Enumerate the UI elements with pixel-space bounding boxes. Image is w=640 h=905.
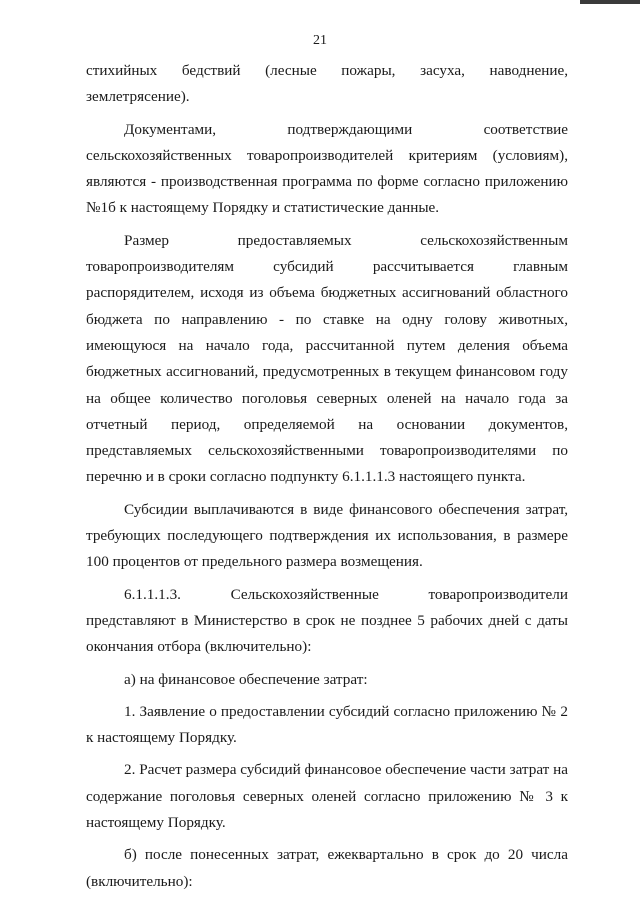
paragraph-6: а) на финансовое обеспечение затрат: xyxy=(124,670,368,688)
paragraph-3: Размер предоставляемых сельскохозяйственным товаропроизводителям субсидий рассчитывается главным распорядителем, исходя из объема бюджетных ассигнований областного бюджета по направлению - по ставке на одну голову животных, имеющуюся на начало года, рассчитанной путем деления объема бюджетных ассигнований, предусмотренных в текущем финансовом году на общее количество поголовья северных оленей на начало года за отчетный период, определяемой на основании документов, представляемых сельскохозяйственными товаропроизводителями по перечню и в сроки согласно подпункту 6.1.1.1.3 настоящего пункта. xyxy=(86,231,568,486)
paragraph-8: 2. Расчет размера субсидий финансовое обеспечение части затрат на содержание поголовья северных оленей согласно приложению № 3 к настоящему Порядку. xyxy=(86,761,568,832)
document-body xyxy=(86,58,568,901)
paragraph-1: стихийных бедствий (лесные пожары, засуха, наводнение, землетрясение). xyxy=(86,62,568,106)
paragraph-2: Документами, подтверждающими соответствие сельскохозяйственных товаропроизводителей критериям (условиям), являются - производственная программа по форме согласно приложению №1б к настоящему Порядку и статистические данные. xyxy=(86,120,568,217)
paragraph-9: б) после понесенных затрат, ежеквартально в срок до 20 числа (включительно): xyxy=(86,846,568,890)
paragraph-4: Субсидии выплачиваются в виде финансового обеспечения затрат, требующих последующего подтверждения их использования, в размере 100 процентов от предельного размера возмещения. xyxy=(86,500,568,571)
page-number: 21 xyxy=(313,33,327,48)
paragraph-5: 6.1.1.1.3. Сельскохозяйственные товаропроизводители представляют в Министерство в срок не позднее 5 рабочих дней с даты окончания отбора (включительно): xyxy=(86,585,568,656)
scan-edge-mark xyxy=(580,0,640,4)
paragraph-7: 1. Заявление о предоставлении субсидий согласно приложению № 2 к настоящему Порядку. xyxy=(86,702,568,747)
